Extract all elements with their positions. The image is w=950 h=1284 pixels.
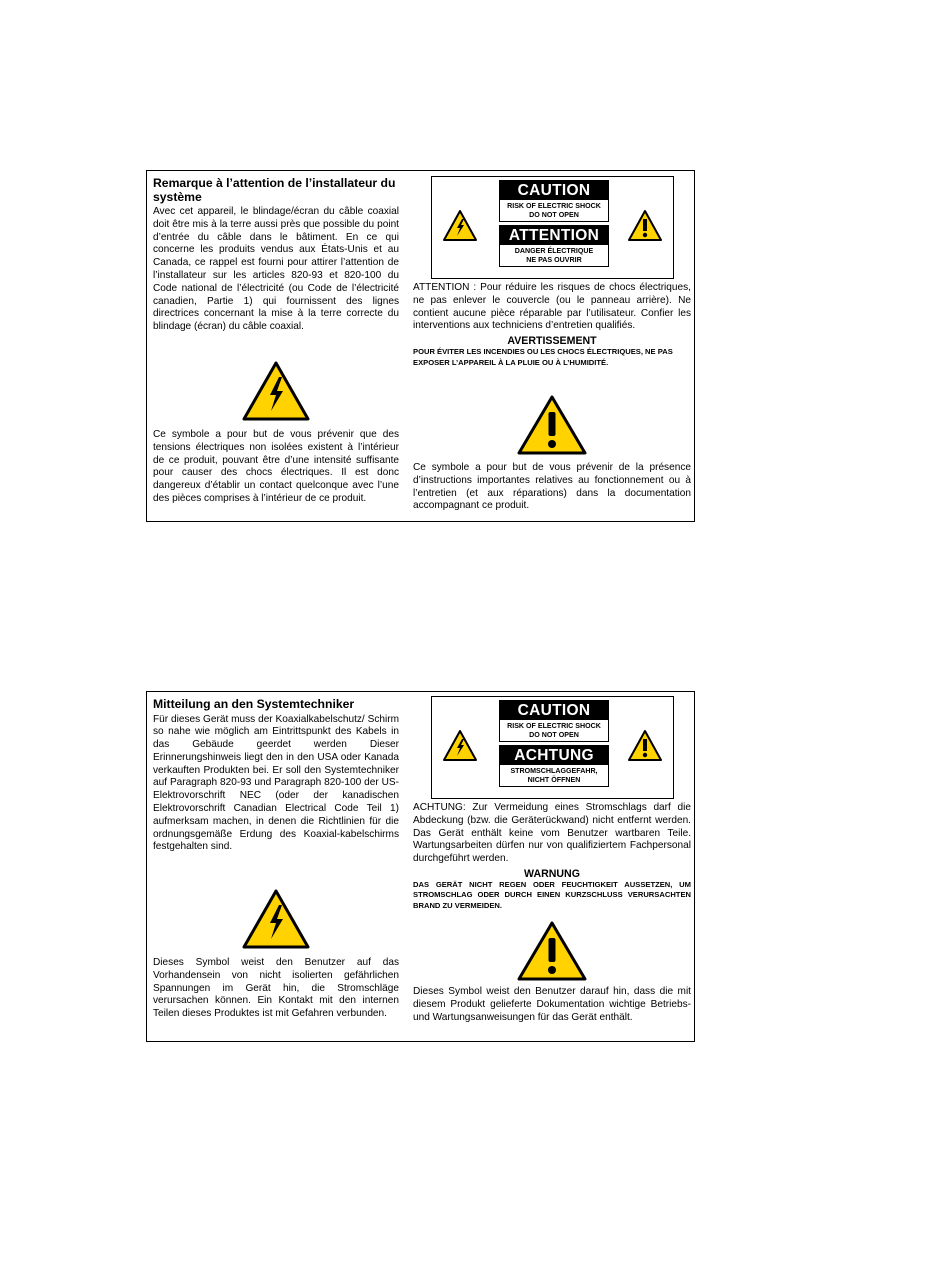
de-lightning-warning-icon [153,888,399,955]
small-exclamation-icon [627,729,663,762]
attention-badge [499,225,609,267]
de-exclamation-warning-icon [413,920,691,987]
de-excl-text: Dieses Symbol weist den Benutzer darauf hin, dass die mit diesem Produkt gelieferte Dokumentation wichtige Betriebs- und Wartungsanweisungen für das Gerät enthält. [413,986,691,1023]
de-warning-label [431,696,674,799]
fr-left-column [153,176,399,504]
achtung-badge [499,745,609,787]
achtung-sub-1: STROMSCHLAGGEFAHR, [510,767,598,776]
attention-title: ATTENTION [500,226,608,245]
small-exclamation-icon [627,209,663,242]
fr-right-column [413,282,691,512]
caution-sub-2: DO NOT OPEN [529,210,579,219]
fr-warning-label [431,176,674,279]
fr-exclamation-warning-icon [413,394,691,461]
fr-bolt-text: Ce symbole a pour but de vous prévenir que des tensions électriques non isolées existent à l’intérieur de ce produit, pouvant être d’une intensité suffisante pour causer des chocs électriques. Il est donc dangereux d’établir un contact quelconque avec l’une des pièces comprises à l’intérieur de ce produit. [153,429,399,504]
caution-sub-2: DO NOT OPEN [529,730,579,739]
fr-right-text: ATTENTION : Pour réduire les risques de chocs électriques, ne pas enlever le couvercle (ou le panneau arrière). Ne contient aucune pièce réparable par l’utilisateur. Confier les interventions aux techniciens d’entretien qualifiés. [413,282,691,332]
fr-label-badges [499,180,609,270]
fr-excl-text: Ce symbole a pour but de vous prévenir de la présence d’instructions importantes relatives au fonctionnement ou à l’entretien (et aux réparations) dans la documentation accompagnant ce produit. [413,462,691,512]
achtung-title: ACHTUNG [500,746,608,765]
small-lightning-icon [442,729,478,762]
small-lightning-icon [442,209,478,242]
caution-title: CAUTION [500,701,608,720]
fr-title: Remarque à l’attention de l’installateur du système [153,176,396,204]
de-warning-text: DAS GERÄT NICHT REGEN ODER FEUCHTIGKEIT AUSSETZEN, UM STROMSCHLAG ODER DURCH EINEN KURZSCHLUSS VERURSACHTEN BRAND ZU VERMEIDEN. [413,879,691,910]
notice-fr [146,170,695,522]
de-left-column [153,697,399,1020]
de-title: Mitteilung an den Systemtechniker [153,697,355,711]
achtung-sub-2: NICHT ÖFFNEN [527,775,581,784]
fr-warning-text: POUR ÉVITER LES INCENDIES OU LES CHOCS ÉLECTRIQUES, NE PAS EXPOSER L’APPAREIL À LA PLUIE OU À L’HUMIDITÉ. [413,347,673,367]
de-right-column [413,802,691,1023]
de-label-badges [499,700,609,790]
attention-sub-2: NE PAS OUVRIR [526,255,582,264]
attention-sub-1: DANGER ÉLECTRIQUE [514,247,594,256]
caution-sub-1: RISK OF ELECTRIC SHOCK [507,202,601,210]
caution-badge [499,700,609,742]
de-right-text: ACHTUNG: Zur Vermeidung eines Stromschlags darf die Abdeckung (bzw. die Geräterückwand) nicht entfernt werden. Das Gerät enthält keine vom Benutzer wartbaren Teile. Wartungsarbeiten dürfen nur von qualifiziertem Fachpersonal durchgeführt werden. [413,802,691,865]
de-bolt-text: Dieses Symbol weist den Benutzer auf das Vorhandensein von nicht isolierten gefährlichen Spannungen im Gerät hin, die Stromschläge verursachen können. Ein Kontakt mit den internen Teilen dieses Produktes ist mit Gefahren verbunden. [153,957,399,1020]
fr-lightning-warning-icon [153,360,399,427]
fr-body: Avec cet appareil, le blindage/écran du câble coaxial doit être mis à la terre aussi près que possible du point d’entrée du câble dans le bâtiment. En ce qui concerne les produits vendus aux États-Unis et au Canada, ce rappel est fourni pour attirer l’attention de l’installateur sur les articles 820-93 et 820-100 du Code national de l’électricité (ou Code de l’électricité canadien, Partie 1) qui fournissent des lignes directrices concernant la mise à la terre correcte du blindage (écran) du câble coaxial. [153,206,399,333]
caution-sub-1: RISK OF ELECTRIC SHOCK [507,722,601,730]
caution-title: CAUTION [500,181,608,200]
caution-badge [499,180,609,222]
de-warning-title: WARNUNG [524,867,580,880]
fr-warning-title: AVERTISSEMENT [507,335,597,348]
notice-de [146,691,695,1042]
de-body: Für dieses Gerät muss der Koaxialkabelschutz/ Schirm so nahe wie möglich am Eintrittspunkt des Kabels in das Gebäude geerdet werden Dieser Erinnerungshinweis liegt den in den USA oder Kanada verkauften Produkten bei. Er soll den Systemtechniker auf Paragraph 820-93 und Paragraph 820-100 der US-Elektrovorschrift NEC (oder der kanadischen Elektrovorschrift Canadian Electrical Code Teil 1) aufmerksam machen, in denen die Richtlinien für die ordnungsgemäße Erdung des Koaxial-kabelschirms festgehalten sind. [153,713,399,853]
